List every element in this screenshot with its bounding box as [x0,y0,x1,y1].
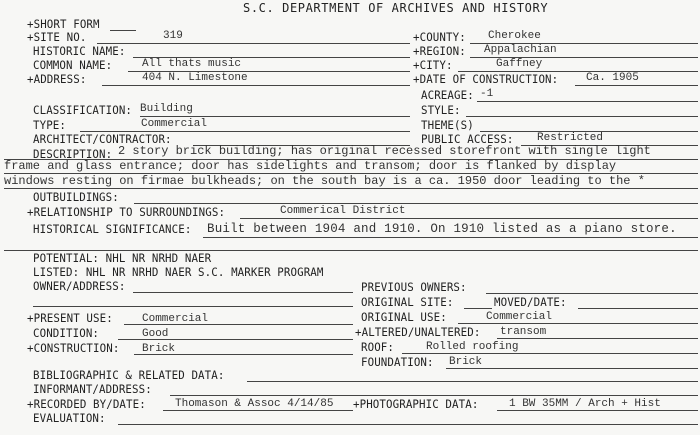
foundation-label: FOUNDATION: [361,355,434,369]
construction-line [134,354,353,355]
bibliographic-line [247,381,698,382]
historic-name-label: HISTORIC NAME: [33,44,126,58]
owner-address-line-2 [33,306,353,307]
evaluation-label: EVALUATION: [33,411,106,425]
type-value: Commercial [141,118,208,130]
previous-owners-label: PREVIOUS OWNERS: [361,280,467,294]
previous-owners-line [486,293,698,294]
outbuildings-line [134,203,698,204]
altered-value: transom [500,326,547,338]
condition-label: CONDITION: [33,326,100,340]
condition-line [118,339,353,340]
site-no-line [97,43,410,44]
description-line-1: 2 story brick building; has original recessed storefront with single light [118,144,651,158]
acreage-label: ACREAGE: [421,88,474,102]
relationship-label: +RELATIONSHIP TO SURROUNDINGS: [27,205,226,219]
listed-label: LISTED: NHL NR NRHD NAER S.C. MARKER PROGRAM [33,265,324,279]
form-title: S.C. DEPARTMENT OF ARCHIVES AND HISTORY [243,1,549,15]
original-use-label: ORIGINAL USE: [361,310,447,324]
roof-line [402,353,698,354]
site-no-label: +SITE NO. [27,30,87,44]
acreage-value: -1 [480,88,494,100]
present-use-line [124,324,353,325]
roof-value: Rolled roofing [426,341,519,353]
recorded-by-line [163,410,353,411]
region-value: Appalachian [484,44,557,56]
construction-value: Brick [142,343,176,355]
style-line [466,116,698,117]
construction-label: +CONSTRUCTION: [27,341,120,355]
photographic-data-line [497,410,698,411]
original-site-line [464,308,492,309]
original-use-line [458,323,698,324]
themes-label: THEME(S) [421,118,474,132]
foundation-line [446,368,698,369]
region-label: +REGION: [413,44,466,58]
historical-significance-label: HISTORICAL SIGNIFICANCE: [33,222,192,236]
type-label: TYPE: [33,118,67,132]
moved-date-label: MOVED/DATE: [494,295,567,309]
site-no-value: 319 [163,30,183,42]
potential-label: POTENTIAL: NHL NR NRHD NAER [33,251,212,265]
owner-address-label: OWNER/ADDRESS: [33,279,126,293]
relationship-value: Commerical District [280,205,406,217]
outbuildings-label: OUTBUILDINGS: [33,190,119,204]
county-value: Cherokee [488,30,541,42]
historical-significance-line [203,237,698,238]
owner-address-line [133,292,353,293]
date-of-construction-label: +DATE OF CONSTRUCTION: [413,72,559,86]
short-form-label: +SHORT FORM [27,17,100,31]
photographic-data-label: +PHOTOGRAPHIC DATA: [353,397,479,411]
roof-label: ROOF: [361,340,395,354]
present-use-label: +PRESENT USE: [27,311,113,325]
address-line [102,85,410,86]
present-use-value: Commercial [142,313,209,325]
public-access-label: PUBLIC ACCESS: [421,132,514,146]
recorded-by-label: +RECORDED BY/DATE: [27,397,146,411]
common-name-value: All thats music [142,58,242,70]
county-label: +COUNTY: [413,30,466,44]
classification-line [140,116,410,117]
city-label: +CITY: [413,58,453,72]
description-line-3: windows resting on firmae bulkheads; on the south bay is a ca. 1950 door leading to the * [4,174,645,188]
bibliographic-label: BIBLIOGRAPHIC & RELATED DATA: [33,368,225,382]
foundation-value: Brick [449,356,483,368]
city-value: Gaffney [496,58,543,70]
description-rule-3 [4,188,698,189]
condition-value: Good [142,328,169,340]
photographic-data-value: 1 BW 35MM / Arch + Hist [509,398,661,410]
address-label: +ADDRESS: [27,72,87,86]
original-site-label: ORIGINAL SITE: [361,295,454,309]
public-access-value: Restricted [537,132,604,144]
altered-line [497,338,698,339]
historical-significance-value: Built between 1904 and 1910. On 1910 listed as a piano store. [207,222,677,236]
altered-label: +ALTERED/UNALTERED: [355,325,481,339]
original-use-value: Commercial [486,311,553,323]
description-label: DESCRIPTION: [33,147,113,161]
architect-label: ARCHITECT/CONTRACTOR: [33,132,172,146]
classification-value: Building [140,103,193,115]
address-value: 404 N. Limestone [142,72,248,84]
informant-line [170,395,698,396]
informant-label: INFORMANT/ADDRESS: [33,382,152,396]
date-of-construction-value: Ca. 1905 [586,72,639,84]
description-line-2: frame and glass entrance; door has sidelights and transom; door is flanked by display [4,159,617,173]
moved-date-line [578,308,698,309]
acreage-line [477,101,698,102]
evaluation-line [118,424,698,425]
short-form-line [110,30,136,31]
date-of-construction-line [575,85,698,86]
classification-label: CLASSIFICATION: [33,103,133,117]
style-label: STYLE: [421,103,461,117]
relationship-line [240,218,698,219]
recorded-by-value: Thomason & Assoc 4/14/85 [175,398,334,410]
common-name-label: COMMON NAME: [33,58,113,72]
